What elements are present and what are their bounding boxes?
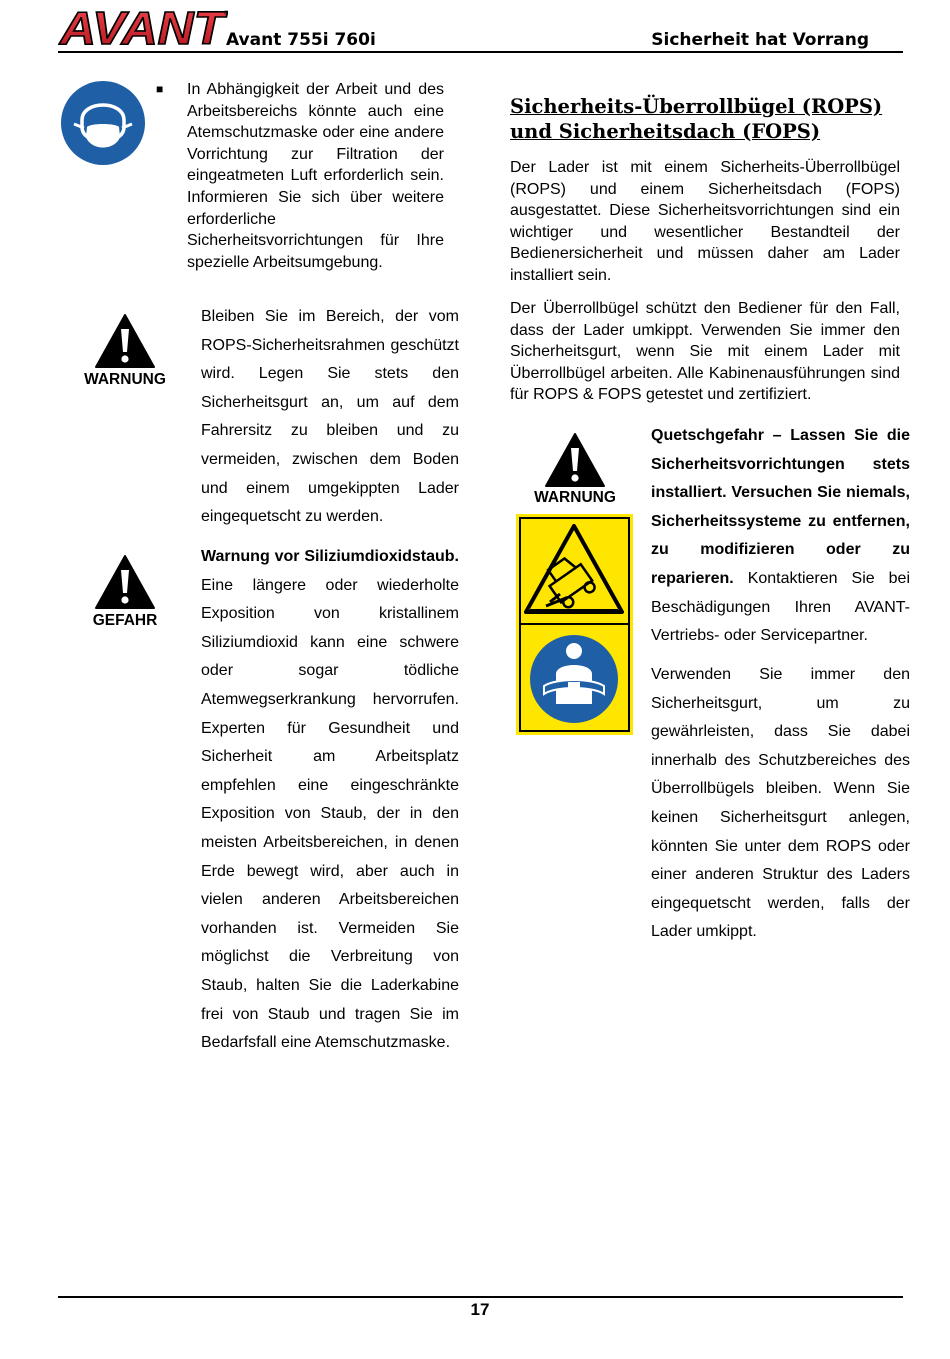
footer-rule [58,1296,903,1298]
bullet-marker: ■ [156,82,164,96]
avant-logo [58,6,228,48]
seatbelt-mandatory-icon [530,635,618,723]
mask-paragraph: In Abhängigkeit der Arbeit und des Arbeitsbereichs könnte auch eine Atemschutzmaske oder eine andere Vorrichtung zur Filtration der eingeatmeten Luft erforderlich sein. Informieren Sie sich über weitere erforderliche Sicherheitsvorrichtungen für Ihre spezielle Arbeitsumgebung. [187,81,444,271]
page-number: 17 [470,1300,490,1319]
seatbelt-paragraph: Verwenden Sie immer den Sicherheitsgurt, um zu gewährleisten, dass Sie dabei innerhalb des Schutzbereiches des Überrollbügels bleiben. Wenn Sie keinen Sicherheitsgurt anlegen, könnten Sie unter dem ROPS oder einer anderen Struktur des Laders eingequetscht werden, falls der Lader umkippt. [651,666,910,941]
svg-text:®: ® [224,11,228,17]
section-title: Sicherheit hat Vorrang [651,30,869,50]
rops-paragraph-1: Der Lader ist mit einem Sicherheits-Überrollbügel (ROPS) und einem Sicherheitsdach (FOPS) ausgestattet. Diese Sicherheitsvorrichtungen sind ein wichtiger und wesentlicher Bestandteil der Bedienersicherheit und müssen daher am Lader installiert sein. [510,159,900,284]
header-rule [58,51,903,53]
danger-triangle-icon [94,554,156,610]
warning-label: WARNUNG [534,489,616,506]
svg-text:AVANT: AVANT [58,6,228,48]
danger-label: GEFAHR [92,612,158,629]
warning-label: WARNUNG [84,371,166,388]
page-header [58,0,903,56]
respirator-mask-mandatory-icon [60,80,146,166]
rops-fops-heading: Sicherheits-Überrollbügel (ROPS) und Sicherheitsdach (FOPS) [510,95,883,143]
crush-hazard-paragraph [651,422,910,651]
crush-hazard-body: Kontaktieren Sie bei Beschädigungen Ihren AVANT-Vertriebs- oder Servicepartner. [651,569,910,645]
crush-hazard-heading: Quetschgefahr – Lassen Sie die Sicherheitsvorrichtungen stets installiert. Versuchen Sie niemals, Sicherheitssysteme zu entfernen, zu modifizieren oder zu reparieren. [651,427,910,587]
warning-triangle-icon [94,313,156,369]
rops-warning-paragraph: Bleiben Sie im Bereich, der vom ROPS-Sicherheitsrahmen geschützt wird. Legen Sie stets den Sicherheitsgurt an, um auf dem Fahrersitz zu bleiben und zu vermeiden, zwischen dem Boden und einem umgekippten Lader eingequetscht zu werden. [201,308,459,526]
warning-triangle-icon [544,432,606,488]
rops-safety-decal [516,514,633,735]
silica-danger-heading: Warnung vor Siliziumdioxidstaub. [201,548,459,565]
silica-danger-body: Eine längere oder wiederholte Exposition von kristallinem Siliziumdioxid kann eine schwere oder sogar tödliche Atemwegserkrankung hervorrufen. Experten für Gesundheit und Sicherheit am Arbeitsplatz empfehlen eine eingeschränkte Exposition von Staub, der in den meisten Arbeitsbereichen, in denen Erde bewegt wird, aber auch in vielen anderen Arbeitsbereichen vorhanden ist. Vermeiden Sie möglichst die Verbreitung von Staub, halten Sie die Laderkabine frei von Staub und tragen Sie im Bedarfsfall eine Atemschutzmaske. [201,576,459,1052]
silica-danger-paragraph [201,543,459,1058]
model-title: Avant 755i 760i [226,30,376,50]
rops-paragraph-2: Der Überrollbügel schützt den Bediener für den Fall, dass der Lader umkippt. Verwenden Sie immer den Sicherheitsgurt, wenn Sie mit einem Lader mit Überrollbügel arbeiten. Alle Kabinenausführungen sind für ROPS & FOPS getestet und zertifiziert. [510,300,900,404]
